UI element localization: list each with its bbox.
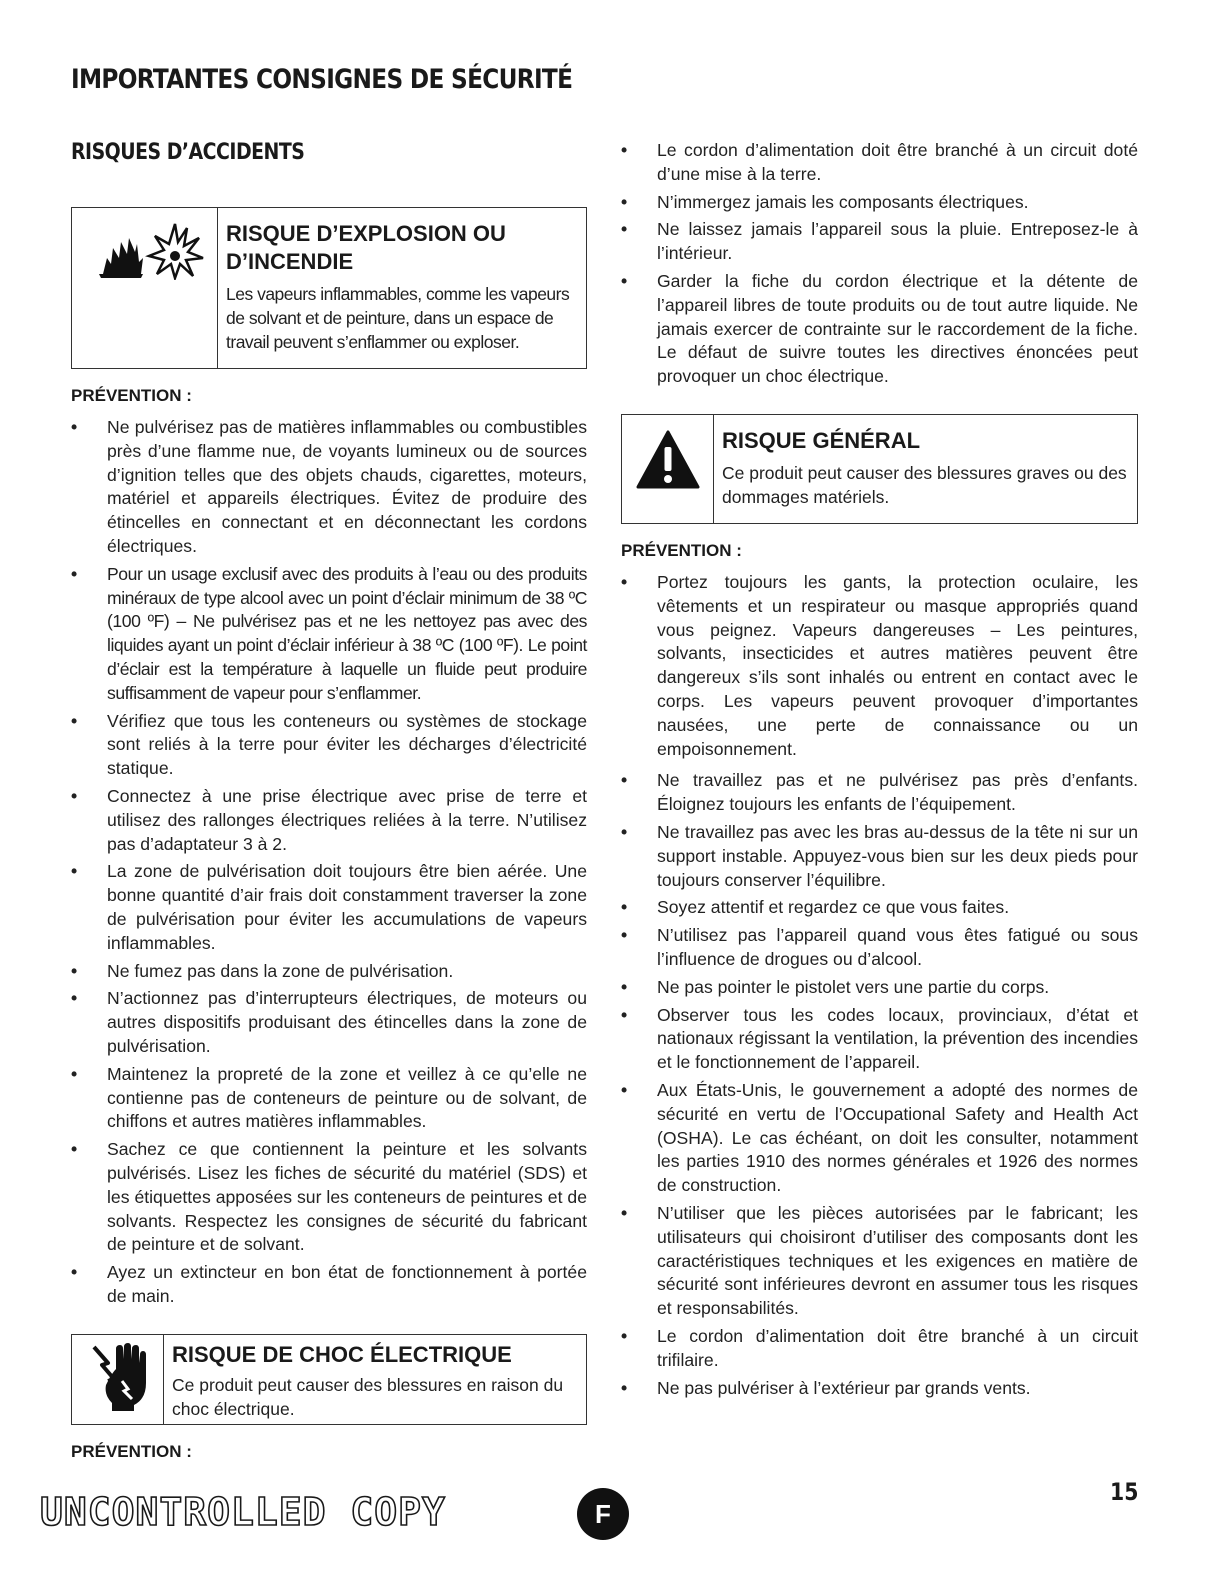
list-item: • Vérifiez que tous les conteneurs ou systèmes de stockage sont reliés à la terre pour éviter les décharges d’électricité statique. bbox=[71, 710, 587, 779]
bullet-icon: • bbox=[71, 417, 78, 437]
general-hazard-box bbox=[621, 414, 1138, 524]
list-item: • Sachez ce que contiennent la peinture et les solvants pulvérisés. Lisez les fiches de sécurité du matériel (SDS) et les étiquettes apposées sur les conteneurs de peintures et de solvants. Respectez les consignes de sécurité du fabricant de peinture et de solvant. bbox=[71, 1139, 587, 1255]
bullet-icon: • bbox=[71, 1262, 78, 1283]
list-item: • Connectez à une prise électrique avec prise de terre et utilisez des rallonges électriques reliées à la terre. N’utilisez pas d’adaptateur 3 à 2. bbox=[71, 785, 587, 854]
page-title: IMPORTANTES CONSIGNES DE SÉCURITÉ bbox=[71, 64, 573, 95]
bullet-icon: • bbox=[621, 1079, 628, 1100]
list-item: • Ne pas pulvériser à l’extérieur par grands vents. bbox=[621, 1377, 1138, 1401]
shock-hazard-box bbox=[71, 1334, 587, 1425]
bullet-icon: • bbox=[71, 861, 78, 882]
bullet-icon: • bbox=[71, 960, 78, 981]
list-item: • Observer tous les codes locaux, provinciaux, d’état et nationaux régissant la ventilation, la prévention des incendies et le fonctionnement de l’appareil. bbox=[621, 1004, 1138, 1073]
section-title: RISQUES D’ACCIDENTS bbox=[71, 140, 305, 165]
prevention-label-fire: PRÉVENTION : bbox=[71, 386, 192, 405]
general-prevention-list bbox=[621, 571, 1138, 1404]
warning-triangle-icon bbox=[636, 429, 700, 491]
list-item: • Maintenez la propreté de la zone et veillez à ce qu’elle ne contienne pas de conteneurs de peinture ou de solvant, de chiffons et autres matières inflammables. bbox=[71, 1063, 587, 1132]
bullet-icon: • bbox=[71, 1063, 78, 1084]
prevention-label-shock: PRÉVENTION : bbox=[71, 1442, 192, 1461]
list-item: • Ne travaillez pas et ne pulvérisez pas près d’enfants. Éloignez toujours les enfants de l’équipement. bbox=[621, 770, 1138, 815]
list-item: • Ne pulvérisez pas de matières inflammables ou combustibles près d’une flamme nue, de voyants lumineux ou de sources d’ignition telles que des objets chauds, cigarettes, moteurs, matériel et appareils électriques. Évitez de produire des étincelles en connectant et en déconnectant les cordons électriques. bbox=[71, 417, 587, 556]
fire-hazard-title: RISQUE D’EXPLOSION OU D’INCENDIE bbox=[226, 221, 506, 274]
bullet-icon: • bbox=[621, 191, 628, 212]
bullet-icon: • bbox=[71, 563, 77, 584]
list-item: • Le cordon d’alimentation doit être branché à un circuit trifilaire. bbox=[621, 1325, 1138, 1370]
shock-hazard-text bbox=[164, 1335, 586, 1424]
list-item: • Ne laissez jamais l’appareil sous la pluie. Entreposez-le à l’intérieur. bbox=[621, 219, 1138, 264]
electric-shock-hand-icon bbox=[88, 1341, 148, 1413]
bullet-icon: • bbox=[621, 219, 628, 240]
bullet-icon: • bbox=[621, 770, 628, 791]
bullet-icon: • bbox=[621, 572, 628, 592]
list-item: • Pour un usage exclusif avec des produits à l’eau ou des produits minéraux de type alcool avec un point d’éclair minimum de 38 ºC (100 ºF) – Ne pulvérisez pas et ne les nettoyez pas avec des liquides ayant un point d’éclair inférieur à 38 ºC (100 ºF). Le point d’éclair est la température à laquelle un fluide peut produire suffisamment de vapeur pour s’enflammer. bbox=[71, 563, 587, 703]
bullet-icon: • bbox=[621, 140, 628, 160]
fire-hazard-text bbox=[218, 208, 586, 368]
fire-hazard-icon-cell bbox=[72, 208, 218, 368]
bullet-icon: • bbox=[621, 897, 628, 918]
shock-hazard-description: Ce produit peut causer des blessures en raison du choc électrique. bbox=[172, 1375, 564, 1419]
bullet-icon: • bbox=[71, 1139, 78, 1160]
list-item: • Ayez un extincteur en bon état de fonctionnement à portée de main. bbox=[71, 1262, 587, 1306]
uncontrolled-copy-stamp: UNCONTROLLED COPY bbox=[40, 1490, 446, 1534]
list-item: • La zone de pulvérisation doit toujours être bien aérée. Une bonne quantité d’air frais doit constamment traverser la zone de pulvérisation pour éviter les accumulations de vapeurs inflammables. bbox=[71, 861, 587, 953]
fire-hazard-box bbox=[71, 207, 587, 369]
list-item: • N’actionnez pas d’interrupteurs électriques, de moteurs ou autres dispositifs produisant des étincelles dans la zone de pulvérisation. bbox=[71, 988, 587, 1056]
list-item: • Soyez attentif et regardez ce que vous faites. bbox=[621, 896, 1138, 920]
list-item: • Le cordon d’alimentation doit être branché à un circuit doté d’une mise à la terre. bbox=[621, 140, 1138, 184]
shock-prevention-list bbox=[621, 139, 1138, 393]
fire-explosion-icon bbox=[85, 218, 205, 280]
bullet-icon: • bbox=[621, 925, 628, 946]
bullet-icon: • bbox=[621, 1202, 628, 1223]
bullet-icon: • bbox=[621, 976, 628, 997]
general-hazard-text bbox=[714, 415, 1137, 523]
prevention-label-general: PRÉVENTION : bbox=[621, 541, 742, 560]
bullet-icon: • bbox=[71, 785, 78, 806]
general-hazard-icon-cell bbox=[622, 415, 714, 523]
list-item: • Garder la fiche du cordon électrique et la détente de l’appareil libres de toute produits ou de tout autre liquide. Ne jamais exercer de contrainte sur le raccordement de la fiche. Le défaut de suivre toutes les directives énoncées peut provoquer un choc électrique. bbox=[621, 270, 1138, 387]
list-item: • N’utilisez pas l’appareil quand vous êtes fatigué ou sous l’influence de drogues ou d’alcool. bbox=[621, 925, 1138, 969]
general-hazard-title: RISQUE GÉNÉRAL bbox=[722, 428, 921, 453]
shock-hazard-icon-cell bbox=[72, 1335, 164, 1424]
bullet-icon: • bbox=[71, 710, 78, 731]
list-item: • Ne fumez pas dans la zone de pulvérisation. bbox=[71, 960, 587, 984]
bullet-icon: • bbox=[621, 1377, 628, 1398]
fire-prevention-list bbox=[71, 416, 587, 1313]
list-item: • Ne pas pointer le pistolet vers une partie du corps. bbox=[621, 976, 1138, 1000]
bullet-icon: • bbox=[621, 1004, 628, 1025]
page-number: 15 bbox=[1110, 1478, 1139, 1506]
bullet-icon: • bbox=[621, 1325, 628, 1346]
bullet-icon: • bbox=[621, 821, 628, 842]
bullet-icon: • bbox=[621, 270, 628, 291]
general-hazard-description: Ce produit peut causer des blessures graves ou des dommages matériels. bbox=[722, 463, 1127, 507]
list-item: • Portez toujours les gants, la protection oculaire, les vêtements et un respirateur ou masque appropriés quand vous peignez. Vapeurs dangereuses – Les peintures, solvants, insecticides et autres matières peuvent être dangereux s’ils sont inhalés ou entrent en contact avec le corps. Les vapeurs peuvent provoquer d’importantes nausées, une perte de connaissance ou un empoisonnement. bbox=[621, 572, 1138, 759]
list-item: • N’utiliser que les pièces autorisées par le fabricant; les utilisateurs qui choisiront d’utiliser des composants dont les caractéristiques techniques et les exigences en matière de sécurité sont inférieures devront en assumer tous les risques et responsabilités. bbox=[621, 1202, 1138, 1319]
list-item: • Ne travaillez pas avec les bras au-dessus de la tête ni sur un support instable. Appuyez-vous bien sur les deux pieds pour toujours conserver l’équilibre. bbox=[621, 821, 1138, 890]
shock-hazard-title: RISQUE DE CHOC ÉLECTRIQUE bbox=[172, 1342, 512, 1367]
bullet-icon: • bbox=[71, 988, 78, 1009]
list-item: • N’immergez jamais les composants électriques. bbox=[621, 191, 1138, 215]
language-badge: F bbox=[577, 1488, 629, 1540]
list-item: • Aux États-Unis, le gouvernement a adopté des normes de sécurité en vertu de l’Occupational Safety and Health Act (OSHA). Le cas échéant, on doit les consulter, notamment les parties 1910 des normes générales et 1926 des normes de construction. bbox=[621, 1079, 1138, 1196]
fire-hazard-description: Les vapeurs inflammables, comme les vapeurs de solvant et de peinture, dans un espace de travail peuvent s’enflammer ou exploser. bbox=[226, 284, 570, 352]
